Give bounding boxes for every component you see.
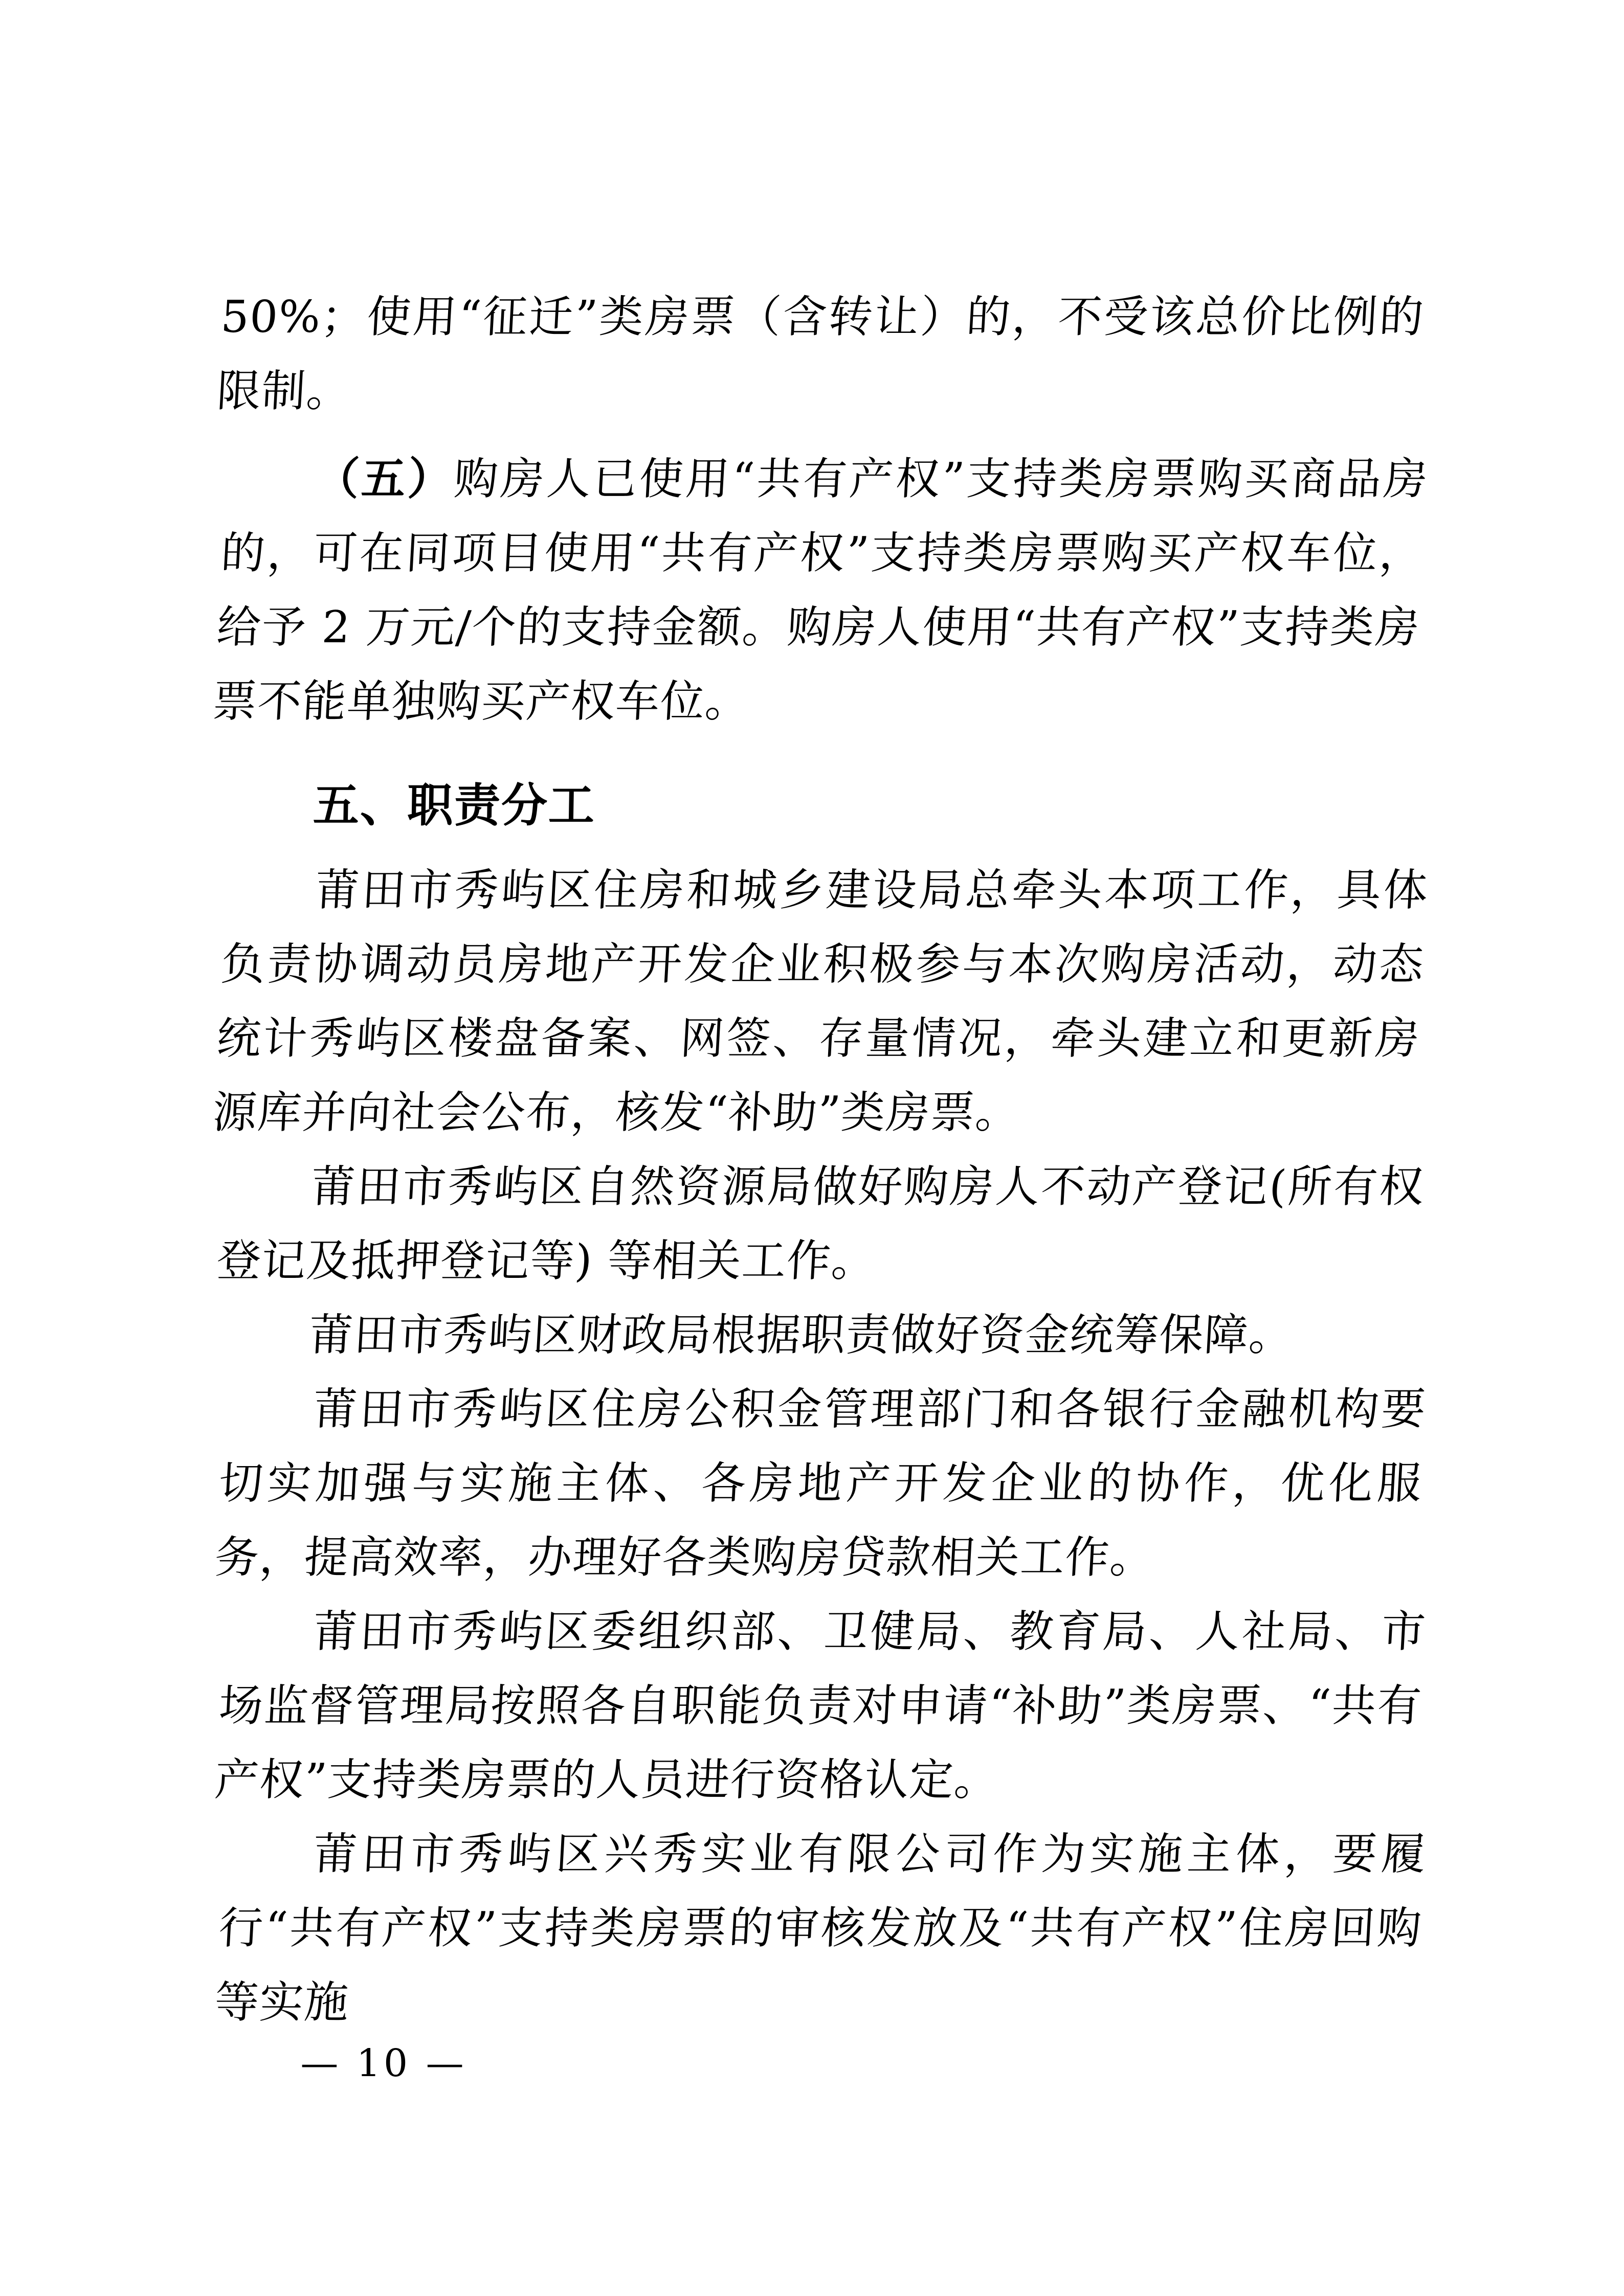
paragraph-finance-bureau: 莆田市秀屿区财政局根据职责做好资金统筹保障。 — [307, 1310, 1295, 1361]
paragraph-housing-fund-and-banks: 莆田市秀屿区住房公积金管理部门和各银行金融机构要切实加强与实施主体、各房地产开发企业的协作，优化服务，提高效率，办理好各类购房贷款相关工作。 — [213, 1384, 1428, 1583]
paragraph-item-five — [211, 442, 1430, 739]
paragraph-qualification-departments: 莆田市秀屿区委组织部、卫健局、教育局、人社局、市场监督管理局按照各自职能负责对申请“补助”类房票、“共有产权”支持类房票的人员进行资格认定。 — [213, 1606, 1428, 1806]
paragraph-continuation-50-percent: 50%；使用“征迁”类房票（含转让）的，不受该总价比例的限制。 — [215, 291, 1426, 417]
paragraph-spacer — [219, 739, 1422, 752]
enumerator-five: （五） — [314, 453, 456, 505]
page-number-footer: — 10 — — [300, 2041, 467, 2085]
paragraph-item-five-text: 购房人已使用“共有产权”支持类房票购买商品房的，可在同项目使用“共有产权”支持类房票购买产权车位，给予 2 万元/个的支持金额。购房人使用“共有产权”支持类房票不能单独购买产权车位。 — [211, 454, 1430, 727]
paragraph-implementation-company: 莆田市秀屿区兴秀实业有限公司作为实施主体，要履行“共有产权”支持类房票的审核发放及“共有产权”住房回购等实施 — [213, 1829, 1428, 2028]
section-heading-duties: 五、职责分工 — [313, 779, 596, 832]
paragraph-housing-bureau: 莆田市秀屿区住房和城乡建设局总牵头本项工作，具体负责协调动员房地产开发企业积极参与本次购房活动，动态统计秀屿区楼盘备案、网签、存量情况，牵头建立和更新房源库并向社会公布，核发“补助”类房票。 — [211, 865, 1430, 1138]
page-text-column — [211, 280, 1430, 2040]
paragraph-spacer — [219, 429, 1422, 442]
paragraph-natural-resources-bureau: 莆田市秀屿区自然资源局做好购房人不动产登记(所有权登记及抵押登记等) 等相关工作。 — [215, 1161, 1426, 1287]
